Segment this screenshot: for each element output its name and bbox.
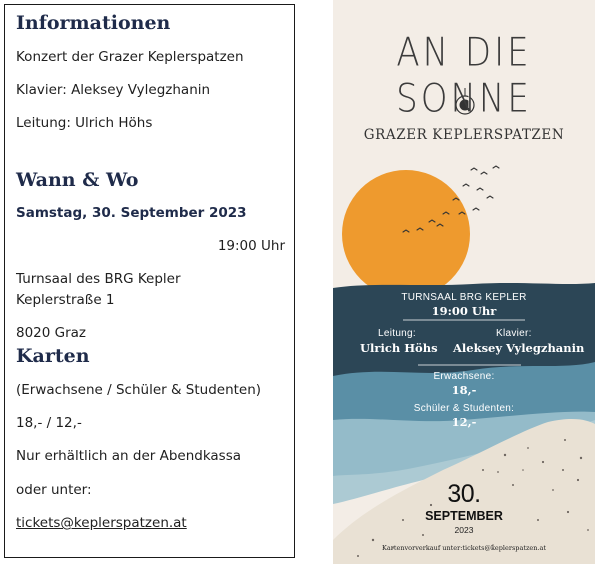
- info-panel: [4, 4, 295, 558]
- event-time: 19:00 Uhr: [217, 238, 285, 254]
- poster-venue: TURNSAAL BRG KEPLER: [401, 292, 527, 303]
- poster-title: AN DIE SONNE: [396, 30, 532, 122]
- ticket-prices: 18,- / 12,-: [16, 415, 82, 431]
- tickets-email-link[interactable]: tickets@keplerspatzen.at: [16, 515, 187, 531]
- poster-presale: Kartenvorverkauf unter:tickets@keplerspatzen.at: [382, 544, 546, 552]
- poster-student-price: 12,-: [451, 415, 477, 429]
- concert-poster: [333, 0, 595, 564]
- box-office-note: Nur erhältlich an der Abendkassa: [16, 448, 242, 464]
- venue-street: Keplerstraße 1: [16, 292, 115, 308]
- poster-time: 19:00 Uhr: [431, 304, 497, 318]
- poster-choir-name: GRAZER KEPLERSPATZEN: [363, 127, 565, 143]
- venue-city: 8020 Graz: [16, 325, 87, 341]
- poster-year: 2023: [454, 525, 474, 535]
- ticket-categories: (Erwachsene / Schüler & Studenten): [16, 382, 262, 398]
- poster-lead-name: Ulrich Höhs: [360, 341, 438, 355]
- venue-name: Turnsaal des BRG Kepler: [16, 271, 181, 287]
- sun-shape: [342, 170, 470, 298]
- concert-line: Konzert der Grazer Keplerspatzen: [16, 49, 244, 65]
- or-text: oder unter:: [16, 482, 92, 498]
- poster-student-label: Schüler & Studenten:: [413, 403, 515, 414]
- when-where-heading: Wann & Wo: [16, 169, 139, 191]
- poster-month: SEPTEMBER: [425, 509, 503, 523]
- lead-line: Leitung: Ulrich Höhs: [16, 115, 153, 131]
- poster-day: 30.: [447, 480, 481, 508]
- poster-adult-label: Erwachsene:: [433, 371, 495, 382]
- poster-piano-label: Klavier:: [496, 328, 532, 339]
- info-heading: Informationen: [16, 12, 171, 34]
- poster-adult-price: 18,-: [451, 383, 477, 397]
- poster-lead-label: Leitung:: [378, 328, 416, 339]
- event-date: Samstag, 30. September 2023: [16, 205, 247, 221]
- poster-piano-name: Aleksey Vylegzhanin: [453, 341, 585, 355]
- piano-line: Klavier: Aleksey Vylegzhanin: [16, 82, 211, 98]
- tickets-heading: Karten: [16, 345, 90, 367]
